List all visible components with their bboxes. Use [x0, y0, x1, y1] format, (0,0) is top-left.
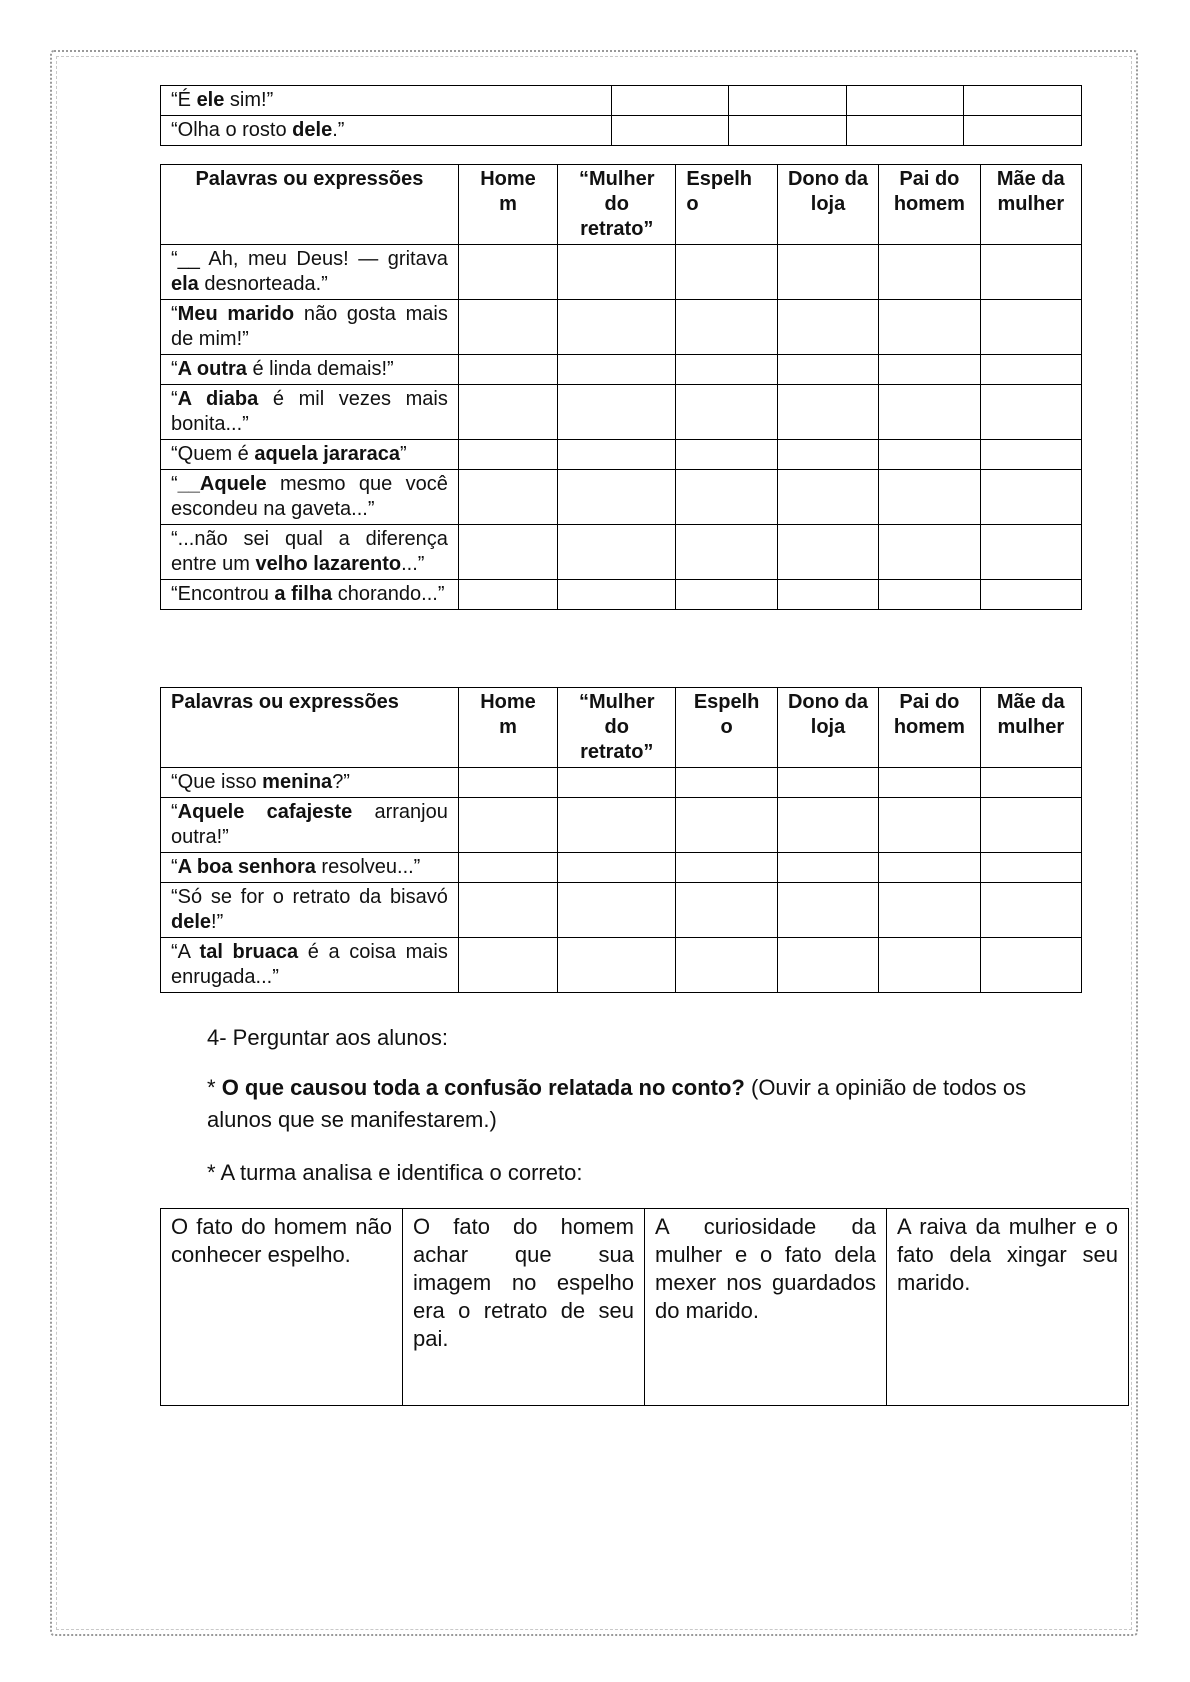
- expression-cell: “Meu marido não gosta mais de mim!”: [161, 300, 459, 355]
- answer-cell[interactable]: [458, 938, 557, 993]
- answer-cell[interactable]: [558, 245, 676, 300]
- table-row: [161, 525, 1082, 580]
- table-row: [161, 355, 1082, 385]
- answer-cell[interactable]: [879, 385, 980, 440]
- answer-cell[interactable]: [980, 385, 1081, 440]
- expression-cell: “Quem é aquela jararaca”: [161, 440, 459, 470]
- table-row: [161, 300, 1082, 355]
- table-header-row: [161, 165, 1082, 245]
- answer-cell[interactable]: [980, 883, 1081, 938]
- table-row: [161, 798, 1082, 853]
- answer-cell[interactable]: [676, 300, 777, 355]
- answer-cell[interactable]: [879, 525, 980, 580]
- answer-cell[interactable]: [980, 440, 1081, 470]
- answer-cell[interactable]: [846, 86, 964, 116]
- header-homem: Home m: [458, 688, 557, 768]
- answer-cell[interactable]: [879, 768, 980, 798]
- answer-cell[interactable]: [676, 525, 777, 580]
- options-table: [160, 1208, 1129, 1406]
- expressions-table-1: [160, 164, 1082, 610]
- answer-cell[interactable]: [879, 938, 980, 993]
- answer-cell[interactable]: [980, 798, 1081, 853]
- section-4-instruction: * A turma analisa e identifica o correto:: [207, 1160, 583, 1185]
- answer-cell[interactable]: [611, 86, 729, 116]
- answer-cell[interactable]: [458, 853, 557, 883]
- header-words: Palavras ou expressões: [161, 688, 459, 768]
- answer-cell[interactable]: [558, 385, 676, 440]
- answer-cell[interactable]: [458, 580, 557, 610]
- expression-cell: “...não sei qual a diferença entre um velho lazarento...”: [161, 525, 459, 580]
- header-mulher-retrato: “Mulher do retrato”: [558, 688, 676, 768]
- answer-cell[interactable]: [879, 580, 980, 610]
- expression-cell: “Olha o rosto dele.”: [161, 116, 612, 146]
- answer-cell[interactable]: [777, 768, 878, 798]
- answer-cell[interactable]: [777, 245, 878, 300]
- answer-cell[interactable]: [458, 355, 557, 385]
- answer-cell[interactable]: [558, 883, 676, 938]
- answer-cell[interactable]: [980, 300, 1081, 355]
- answer-cell[interactable]: [777, 470, 878, 525]
- header-dono-loja: Dono da loja: [777, 165, 878, 245]
- answer-cell[interactable]: [458, 440, 557, 470]
- answer-cell[interactable]: [777, 355, 878, 385]
- answer-cell[interactable]: [558, 938, 676, 993]
- answer-cell[interactable]: [777, 883, 878, 938]
- answer-cell[interactable]: [777, 300, 878, 355]
- table-row: [161, 385, 1082, 440]
- header-espelho: Espelh o: [676, 165, 777, 245]
- continuation-table: [160, 85, 1082, 146]
- answer-cell[interactable]: [777, 525, 878, 580]
- expression-cell: “A outra é linda demais!”: [161, 355, 459, 385]
- answer-cell[interactable]: [676, 883, 777, 938]
- expression-cell: “__ Ah, meu Deus! — gritava ela desnorteada.”: [161, 245, 459, 300]
- section-4-question: * O que causou toda a confusão relatada no conto? (Ouvir a opinião de todos os alunos que se manifestarem.): [207, 1075, 1027, 1132]
- table-row: [161, 116, 1082, 146]
- answer-cell[interactable]: [879, 245, 980, 300]
- answer-cell[interactable]: [558, 440, 676, 470]
- answer-cell[interactable]: [558, 853, 676, 883]
- answer-cell[interactable]: [777, 440, 878, 470]
- header-homem: Home m: [458, 165, 557, 245]
- answer-cell[interactable]: [611, 116, 729, 146]
- answer-cell[interactable]: [964, 86, 1082, 116]
- option-cell[interactable]: A curiosidade da mulher e o fato dela mexer nos guardados do marido.: [645, 1209, 887, 1406]
- answer-cell[interactable]: [458, 883, 557, 938]
- answer-cell[interactable]: [964, 116, 1082, 146]
- answer-cell[interactable]: [980, 580, 1081, 610]
- header-words: Palavras ou expressões: [161, 165, 459, 245]
- table-row: [161, 1209, 1129, 1406]
- table-row: [161, 883, 1082, 938]
- answer-cell[interactable]: [676, 580, 777, 610]
- table-row: [161, 86, 1082, 116]
- answer-cell[interactable]: [777, 580, 878, 610]
- expression-cell: “A diaba é mil vezes mais bonita...”: [161, 385, 459, 440]
- table-header-row: [161, 688, 1082, 768]
- expression-cell: “A boa senhora resolveu...”: [161, 853, 459, 883]
- expression-cell: “A tal bruaca é a coisa mais enrugada...”: [161, 938, 459, 993]
- table-row: [161, 938, 1082, 993]
- answer-cell[interactable]: [558, 355, 676, 385]
- section-4-heading: 4- Perguntar aos alunos:: [207, 1025, 448, 1050]
- expression-cell: “__Aquele mesmo que você escondeu na gaveta...”: [161, 470, 459, 525]
- answer-cell[interactable]: [879, 798, 980, 853]
- answer-cell[interactable]: [676, 938, 777, 993]
- expression-cell: “Só se for o retrato da bisavó dele!”: [161, 883, 459, 938]
- answer-cell[interactable]: [558, 300, 676, 355]
- answer-cell[interactable]: [879, 883, 980, 938]
- answer-cell[interactable]: [676, 385, 777, 440]
- header-dono-loja: Dono da loja: [777, 688, 878, 768]
- answer-cell[interactable]: [676, 245, 777, 300]
- answer-cell[interactable]: [777, 938, 878, 993]
- answer-cell[interactable]: [980, 470, 1081, 525]
- answer-cell[interactable]: [458, 245, 557, 300]
- answer-cell[interactable]: [777, 385, 878, 440]
- expression-cell: “Que isso menina?”: [161, 768, 459, 798]
- header-pai-homem: Pai do homem: [879, 688, 980, 768]
- answer-cell[interactable]: [980, 938, 1081, 993]
- answer-cell[interactable]: [458, 798, 557, 853]
- answer-cell[interactable]: [558, 525, 676, 580]
- option-cell[interactable]: A raiva da mulher e o fato dela xingar seu marido.: [887, 1209, 1129, 1406]
- answer-cell[interactable]: [676, 470, 777, 525]
- option-cell[interactable]: O fato do homem não conhecer espelho.: [161, 1209, 403, 1406]
- answer-cell[interactable]: [676, 355, 777, 385]
- answer-cell[interactable]: [980, 525, 1081, 580]
- answer-cell[interactable]: [458, 385, 557, 440]
- answer-cell[interactable]: [729, 86, 847, 116]
- answer-cell[interactable]: [879, 470, 980, 525]
- answer-cell[interactable]: [879, 300, 980, 355]
- answer-cell[interactable]: [676, 768, 777, 798]
- expression-cell: “Aquele cafajeste arranjou outra!”: [161, 798, 459, 853]
- answer-cell[interactable]: [458, 470, 557, 525]
- expression-cell: “Encontrou a filha chorando...”: [161, 580, 459, 610]
- answer-cell[interactable]: [980, 853, 1081, 883]
- answer-cell[interactable]: [676, 853, 777, 883]
- answer-cell[interactable]: [676, 440, 777, 470]
- expressions-table-2: [160, 687, 1082, 993]
- answer-cell[interactable]: [980, 768, 1081, 798]
- answer-cell[interactable]: [777, 853, 878, 883]
- answer-cell[interactable]: [458, 525, 557, 580]
- answer-cell[interactable]: [879, 355, 980, 385]
- table-row: [161, 440, 1082, 470]
- answer-cell[interactable]: [558, 580, 676, 610]
- table-row: [161, 245, 1082, 300]
- header-pai-homem: Pai do homem: [879, 165, 980, 245]
- option-cell[interactable]: O fato do homem achar que sua imagem no espelho era o retrato de seu pai.: [403, 1209, 645, 1406]
- header-espelho: Espelh o: [676, 688, 777, 768]
- table-row: [161, 768, 1082, 798]
- answer-cell[interactable]: [558, 470, 676, 525]
- answer-cell[interactable]: [980, 355, 1081, 385]
- answer-cell[interactable]: [729, 116, 847, 146]
- header-mae-mulher: Mãe da mulher: [980, 165, 1081, 245]
- answer-cell[interactable]: [879, 440, 980, 470]
- answer-cell[interactable]: [558, 798, 676, 853]
- answer-cell[interactable]: [879, 853, 980, 883]
- answer-cell[interactable]: [980, 245, 1081, 300]
- expression-cell: “É ele sim!”: [161, 86, 612, 116]
- answer-cell[interactable]: [676, 798, 777, 853]
- header-mae-mulher: Mãe da mulher: [980, 688, 1081, 768]
- table-row: [161, 470, 1082, 525]
- answer-cell[interactable]: [846, 116, 964, 146]
- answer-cell[interactable]: [777, 798, 878, 853]
- header-mulher-retrato: “Mulher do retrato”: [558, 165, 676, 245]
- answer-cell[interactable]: [558, 768, 676, 798]
- table-row: [161, 853, 1082, 883]
- answer-cell[interactable]: [458, 768, 557, 798]
- table-row: [161, 580, 1082, 610]
- answer-cell[interactable]: [458, 300, 557, 355]
